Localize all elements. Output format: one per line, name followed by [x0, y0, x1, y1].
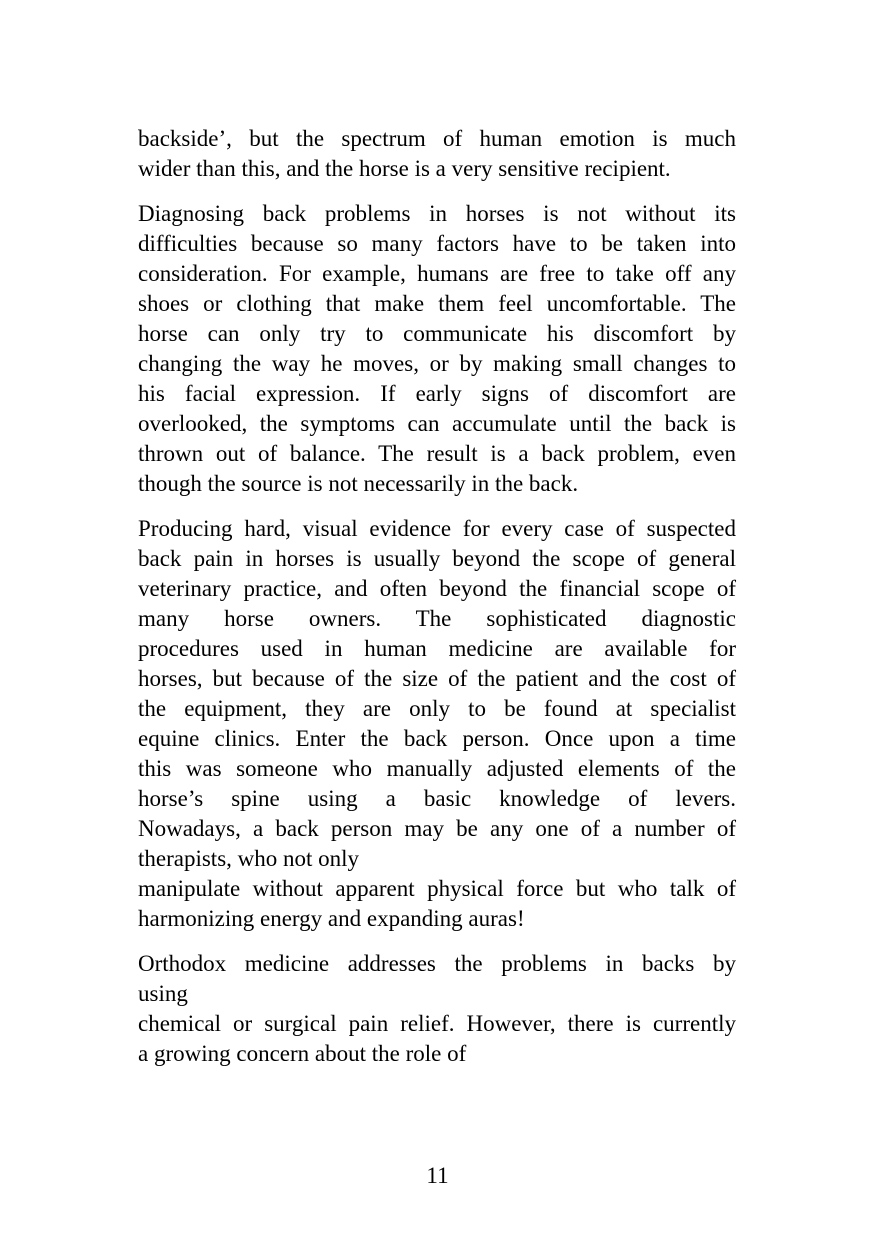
- text-line: horse can only try to communicate his discomfort by: [138, 321, 736, 346]
- text-line: shoes or clothing that make them feel uncomfortable. The: [138, 291, 736, 316]
- text-line: backside’, but the spectrum of human emotion is much: [138, 126, 736, 151]
- text-line: Diagnosing back problems in horses is not without its: [138, 201, 736, 226]
- text-line: back pain in horses is usually beyond the scope of general: [138, 546, 736, 571]
- text-line: veterinary practice, and often beyond the financial scope of: [138, 576, 736, 601]
- paragraph: [138, 199, 736, 499]
- text-line: equine clinics. Enter the back person. Once upon a time: [138, 726, 736, 751]
- text-line: the equipment, they are only to be found at specialist: [138, 696, 736, 721]
- body-text: [138, 124, 736, 1084]
- text-line: using: [138, 981, 188, 1006]
- text-line: many horse owners. The sophisticated diagnostic: [138, 606, 736, 631]
- paragraph: [138, 514, 736, 934]
- text-line: therapists, who not only: [138, 846, 360, 871]
- text-line: Producing hard, visual evidence for every case of suspected: [138, 516, 736, 541]
- text-line: overlooked, the symptoms can accumulate until the back is: [138, 411, 736, 436]
- paragraph: [138, 949, 736, 1069]
- paragraph: [138, 124, 736, 184]
- text-line: chemical or surgical pain relief. However, there is currently: [138, 1011, 736, 1036]
- text-line: harmonizing energy and expanding auras!: [138, 906, 525, 931]
- text-line: his facial expression. If early signs of discomfort are: [138, 381, 736, 406]
- text-line: horse’s spine using a basic knowledge of levers.: [138, 786, 736, 811]
- page-number: 11: [426, 1163, 449, 1188]
- text-line: difficulties because so many factors have to be taken into: [138, 231, 736, 256]
- text-line: Orthodox medicine addresses the problems in backs by: [138, 951, 736, 976]
- text-line: a growing concern about the role of: [138, 1041, 467, 1066]
- text-line: this was someone who manually adjusted elements of the: [138, 756, 736, 781]
- text-line: manipulate without apparent physical force but who talk of: [138, 876, 736, 901]
- text-line: horses, but because of the size of the patient and the cost of: [138, 666, 736, 691]
- text-line: Nowadays, a back person may be any one of a number of: [138, 816, 736, 841]
- text-line: thrown out of balance. The result is a back problem, even: [138, 441, 736, 466]
- text-line: wider than this, and the horse is a very sensitive recipient.: [138, 156, 671, 181]
- text-line: changing the way he moves, or by making small changes to: [138, 351, 736, 376]
- text-line: though the source is not necessarily in the back.: [138, 471, 579, 496]
- text-line: consideration. For example, humans are free to take off any: [138, 261, 736, 286]
- text-line: procedures used in human medicine are available for: [138, 636, 736, 661]
